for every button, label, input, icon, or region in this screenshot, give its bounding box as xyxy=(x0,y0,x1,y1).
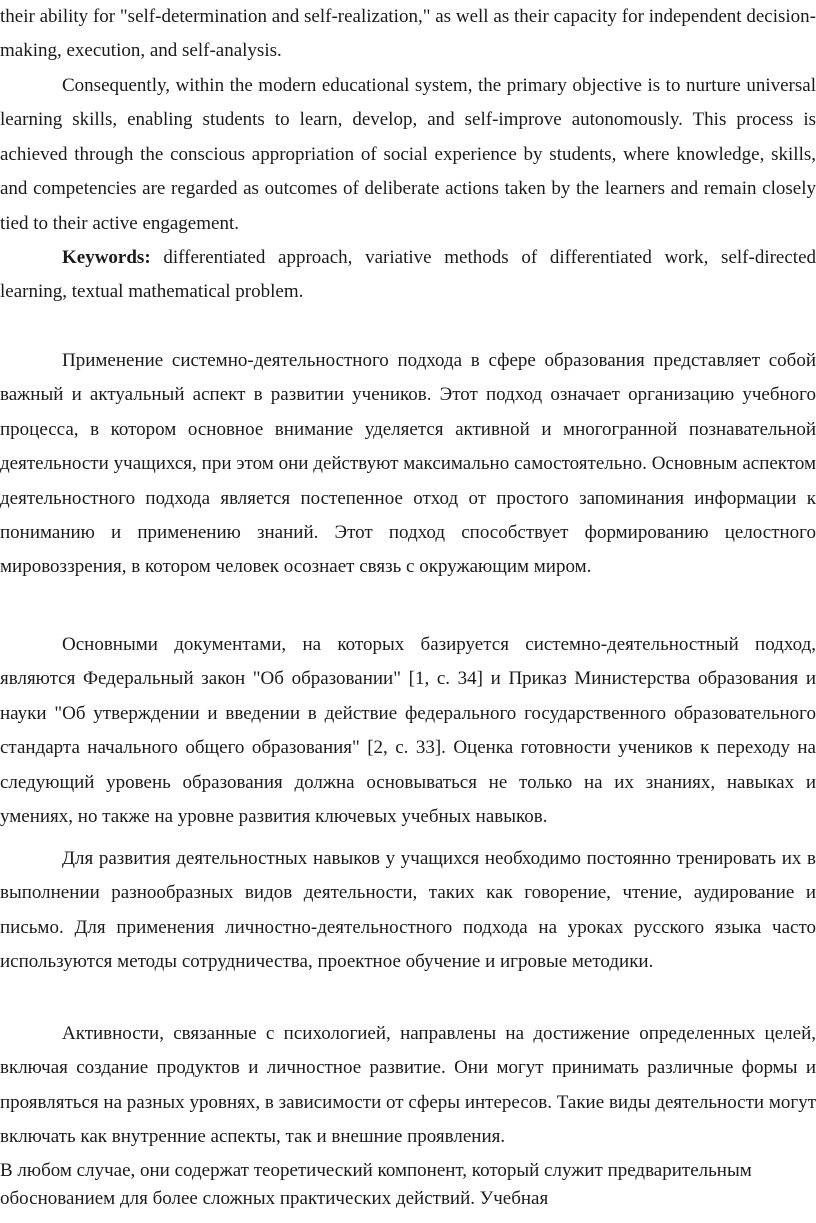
keywords-text: differentiated approach, variative methods of differentiated work, self-directed learning, textual mathematical problem. xyxy=(0,247,816,303)
paragraph-activities-psychology: Активности, связанные с психологией, направлены на достижение определенных целей, включая создание продуктов и личностное развитие. Они могут принимать различные формы и проявляться на разных уровнях, в зависимости от сферы интересов. Такие виды деятельности могут включать как внутренние аспекты, так и внешние проявления. xyxy=(0,1023,816,1148)
paragraph-skills-development: Для развития деятельностных навыков у учащихся необходимо постоянно тренировать их в выполнении разнообразных видов деятельности, таких как говорение, чтение, аудирование и письмо. Для применения личностно-деятельностного подхода на уроках русского языка часто используются методы сотрудничества, проектное обучение и игровые методики. xyxy=(0,848,816,973)
paragraph-tail xyxy=(0,1157,816,1213)
keywords-paragraph xyxy=(0,241,816,310)
keywords-label: Keywords: xyxy=(62,247,151,268)
paragraph-ability: their ability for "self-determination and self-realization," as well as their capacity for independent decision-making, execution, and self-analysis. xyxy=(0,6,816,62)
tail-line-2: обоснованием для более сложных практических действий. Учебная xyxy=(0,1188,549,1209)
paragraph-system-activity-approach: Применение системно-деятельностного подхода в сфере образования представляет собой важный и актуальный аспект в развитии учеников. Этот подход означает организацию учебного процесса, в котором основное внимание уделяется активной и многогранной познавательной деятельности учащихся, при этом они действуют максимально самостоятельно. Основным аспектом деятельностного подхода является постепенное отход от простого запоминания информации к пониманию и применению знаний. Этот подход способствует формированию целостного мировоззрения, в котором человек осознает связь с окружающим миром. xyxy=(0,350,816,578)
tail-line-1: В любом случае, они содержат теоретический компонент, который служит предварительным xyxy=(0,1160,752,1181)
paragraph-main-documents: Основными документами, на которых базируется системно-деятельностный подход, являются Федеральный закон "Об образовании" [1, с. 34] и Приказ Министерства образования и науки "Об утверждении и введении в действие федерального государственного образовательного стандарта начального общего образования" [2, с. 33]. Оценка готовности учеников к переходу на следующий уровень образования должна основываться не только на их знаниях, навыках и умениях, но также на уровне развития ключевых учебных навыков. xyxy=(0,634,816,828)
paragraph-consequently: Consequently, within the modern educational system, the primary objective is to nurture universal learning skills, enabling students to learn, develop, and self-improve autonomously. This process is achieved through the conscious appropriation of social experience by students, where knowledge, skills, and competencies are regarded as outcomes of deliberate actions taken by the learners and remain closely tied to their active engagement. xyxy=(0,75,816,234)
